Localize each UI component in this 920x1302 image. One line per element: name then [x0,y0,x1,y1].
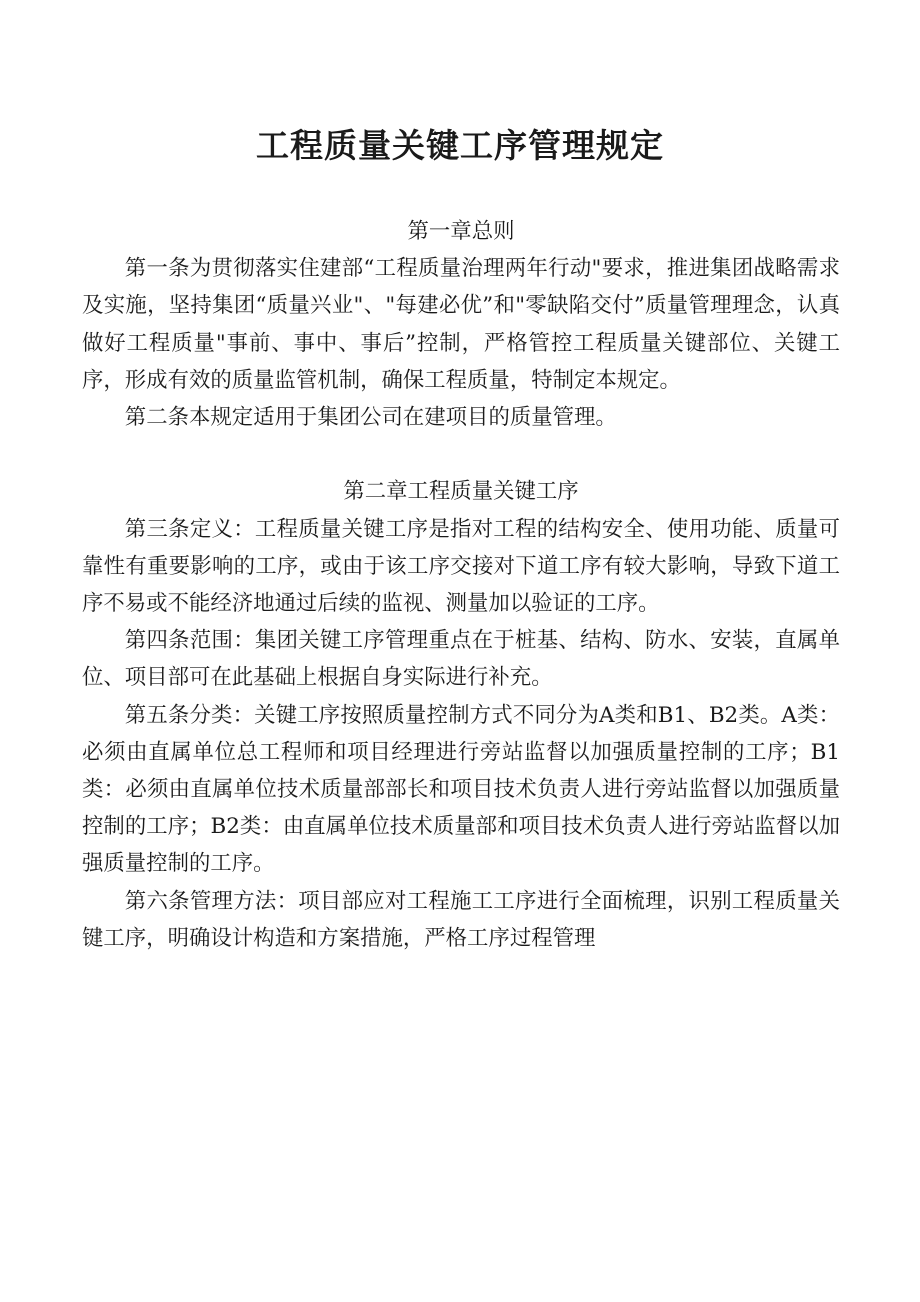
chapter-2-heading: 第二章工程质量关键工序 [343,479,579,505]
article-5: 第五条分类：关键工序按照质量控制方式不同分为A类和B1、B2类。A类：必须由直属单位总工程师和项目经理进行旁站监督以加强质量控制的工序；B1类：必须由直属单位技术质量部部长和项目技术负责人进行旁站监督以加强质量控制的工序；B2类：由直属单位技术质量部和项目技术负责人进行旁站监督以加强质量控制的工序。 [82,702,840,877]
article-2: 第二条本规定适用于集团公司在建项目的质量管理。 [124,405,617,431]
article-4: 第四条范围：集团关键工序管理重点在于桩基、结构、防水、安装，直属单位、项目部可在此基础上根据自身实际进行补充。 [82,628,840,691]
article-3: 第三条定义：工程质量关键工序是指对工程的结构安全、使用功能、质量可靠性有重要影响的工序，或由于该工序交接对下道工序有较大影响，导致下道工序不易或不能经济地通过后续的监视、测量加以验证的工序。 [82,516,840,617]
article-6: 第六条管理方法：项目部应对工程施工工序进行全面梳理，识别工程质量关键工序，明确设计构造和方案措施，严格工序过程管理 [82,888,840,951]
section-gap [82,436,840,473]
document-title: 工程质量关键工序管理规定 [256,126,664,165]
document-body [82,213,840,957]
article-1: 第一条为贯彻落实住建部“工程质量治理两年行动"要求，推进集团战略需求及实施，坚持集团“质量兴业"、"每建必优”和"零缺陷交付”质量管理理念，认真做好工程质量"事前、事中、事后”控制，严格管控工程质量关键部位、关键工序，形成有效的质量监管机制，确保工程质量，特制定本规定。 [82,256,840,393]
chapter-1-heading: 第一章总则 [407,219,515,244]
